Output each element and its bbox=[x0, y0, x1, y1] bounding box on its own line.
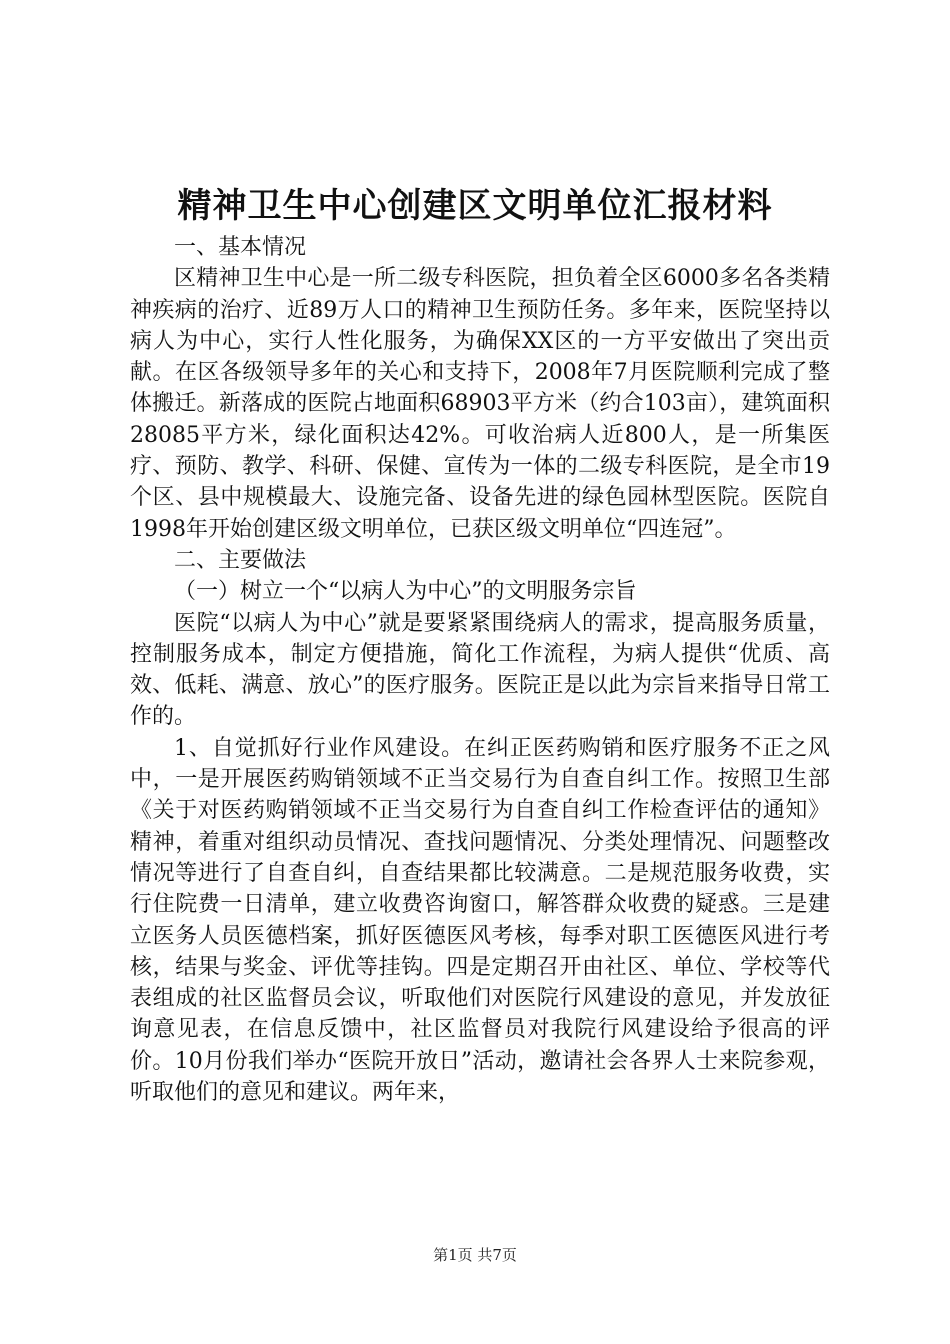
paragraph-basic-info: 区精神卫生中心是一所二级专科医院，担负着全区6000多名各类精神疾病的治疗、近89万人口的精神卫生预防任务。多年来，医院坚持以病人为中心，实行人性化服务，为确保XX区的一方平安做出了突出贡献。在区各级领导多年的关心和支持下，2008年7月医院顺利完成了整体搬迁。新落成的医院占地面积68903平方米（约合103亩），建筑面积28085平方米，绿化面积达42%。可收治病人近800人，是一所集医疗、预防、教学、科研、保健、宣传为一体的二级专科医院，是全市19个区、县中规模最大、设施完备、设备先进的绿色园林型医院。医院自1998年开始创建区级文明单位，已获区级文明单位“四连冠”。 bbox=[130, 266, 830, 542]
section-heading-basic-info: 一、基本情况 bbox=[174, 235, 307, 260]
section-heading-main-practices: 二、主要做法 bbox=[174, 547, 307, 573]
paragraph-industry-conduct: 1、自觉抓好行业作风建设。在纠正医药购销和医疗服务不正之风中，一是开展医药购销领域不正当交易行为自查自纠工作。按照卫生部《关于对医药购销领域不正当交易行为自查自纠工作检查评估的通知》精神，着重对组织动员情况、查找问题情况、分类处理情况、问题整改情况等进行了自查自纠，自查结果都比较满意。二是规范服务收费，实行住院费一日清单，建立收费咨询窗口，解答群众收费的疑惑。三是建立医务人员医德档案，抓好医德医风考核，每季对职工医德医风进行考核，结果与奖金、评优等挂钩。四是定期召开由社区、单位、学校等代表组成的社区监督员会议，听取他们对医院行风建设的意见，并发放征询意见表，在信息反馈中，社区监督员对我院行风建设给予很高的评价。10月份我们举办“医院开放日”活动，邀请社会各界人士来院参观，听取他们的意见和建议。两年来， bbox=[130, 735, 830, 1106]
subsection-heading-service-tenet: （一）树立一个“以病人为中心”的文明服务宗旨 bbox=[174, 579, 637, 605]
document-body bbox=[130, 232, 830, 1108]
document-title: 精神卫生中心创建区文明单位汇报材料 bbox=[177, 186, 773, 226]
paragraph-service-tenet: 医院“以病人为中心”就是要紧紧围绕病人的需求，提高服务质量，控制服务成本，制定方便措施，简化工作流程，为病人提供“优质、高效、低耗、满意、放心”的医疗服务。医院正是以此为宗旨来指导日常工作的。 bbox=[130, 610, 830, 730]
page-footer: 第1页 共7页 bbox=[433, 1246, 517, 1264]
